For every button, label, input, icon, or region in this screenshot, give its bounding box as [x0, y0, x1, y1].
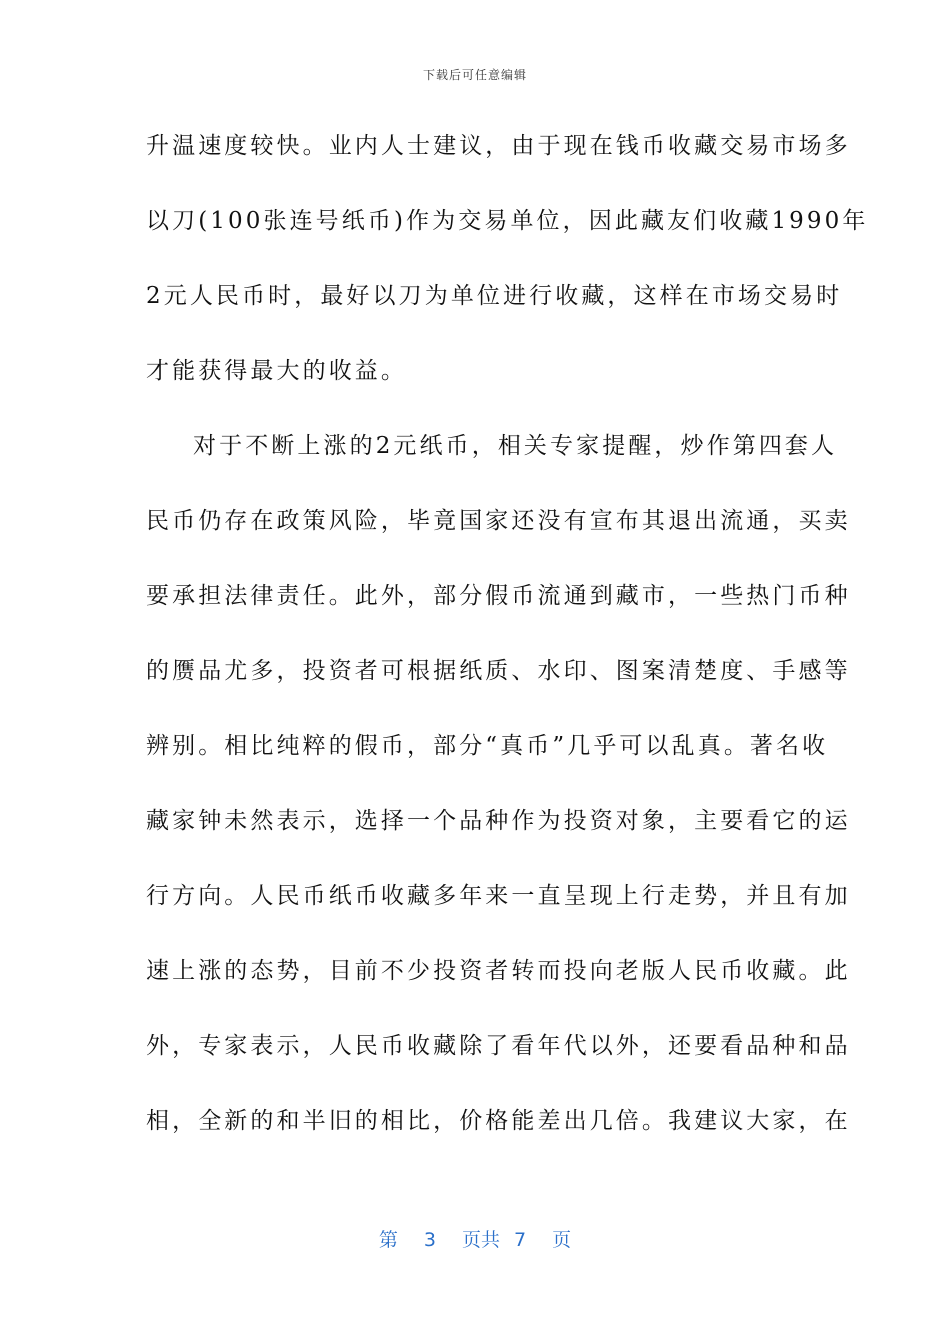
- text-line: 相，全新的和半旧的相比，价格能差出几倍。我建议大家，在: [146, 1108, 851, 1134]
- text-line: 民币仍存在政策风险，毕竟国家还没有宣布其退出流通，买卖: [146, 508, 851, 534]
- text-line: 的赝品尤多，投资者可根据纸质、水印、图案清楚度、手感等: [146, 658, 851, 684]
- total-pages-number: 7: [514, 1229, 527, 1251]
- text-line: 2元人民币时，最好以刀为单位进行收藏，这样在市场交易时: [146, 283, 843, 309]
- footer-suffix: 页: [552, 1229, 572, 1251]
- page-header-note: 下载后可任意编辑: [422, 68, 527, 82]
- text-line: 行方向。人民币纸币收藏多年来一直呈现上行走势，并且有加: [146, 883, 851, 909]
- footer-middle: 页共: [461, 1229, 500, 1251]
- footer-prefix: 第: [378, 1229, 398, 1251]
- page-footer: [0, 1225, 950, 1252]
- text-line: 以刀(100张连号纸币)作为交易单位，因此藏友们收藏1990年: [146, 208, 869, 234]
- text-line: 藏家钟未然表示，选择一个品种作为投资对象，主要看它的运: [146, 808, 851, 834]
- text-line-paragraph-start: 对于不断上涨的2元纸币，相关专家提醒，炒作第四套人: [193, 433, 838, 459]
- text-line: 要承担法律责任。此外，部分假币流通到藏市，一些热门币种: [146, 583, 851, 609]
- text-line: 才能获得最大的收益。: [146, 358, 407, 384]
- text-line: 外，专家表示，人民币收藏除了看年代以外，还要看品种和品: [146, 1033, 851, 1059]
- text-line: 升温速度较快。业内人士建议，由于现在钱币收藏交易市场多: [146, 133, 851, 159]
- document-body: [146, 118, 869, 1168]
- text-line: 辨别。相比纯粹的假币，部分“真币”几乎可以乱真。著名收: [146, 733, 829, 759]
- current-page-number: 3: [423, 1229, 436, 1251]
- text-line: 速上涨的态势，目前不少投资者转而投向老版人民币收藏。此: [146, 958, 851, 984]
